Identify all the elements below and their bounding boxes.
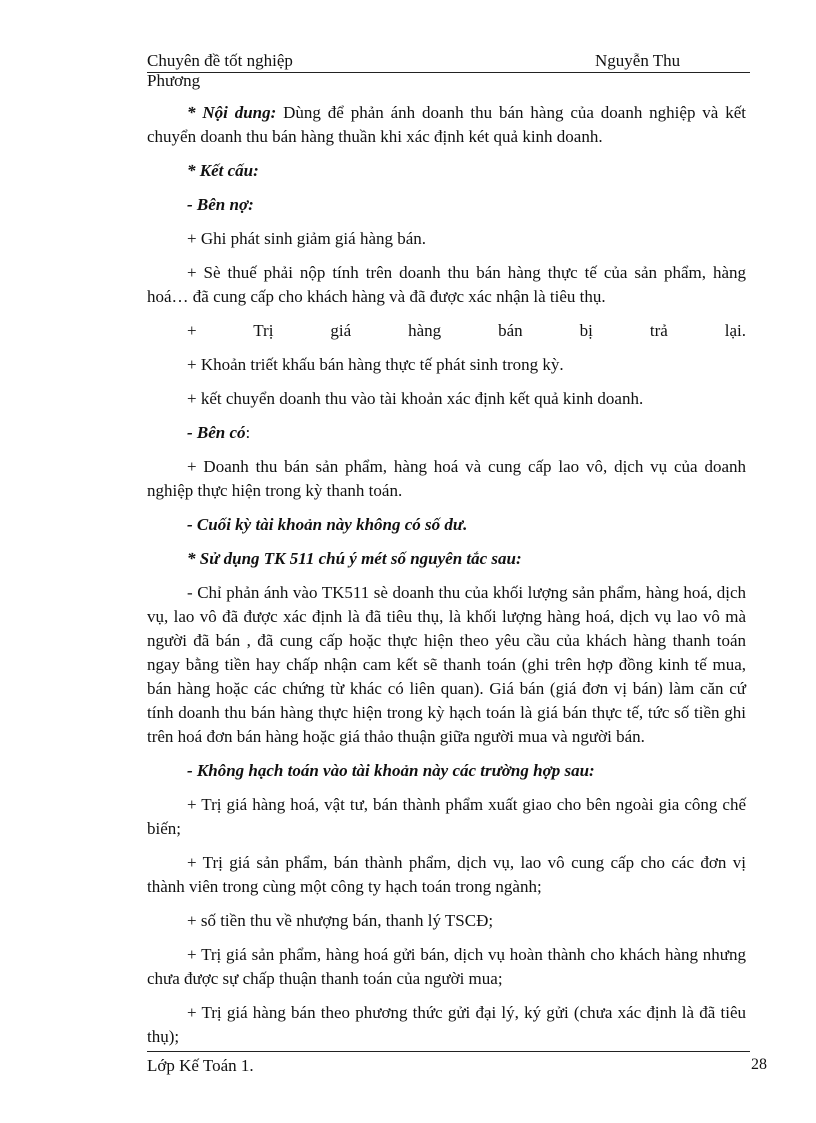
heading-principles: * Sử dụng TK 511 chú ý mét số nguyên tắc sau: [187, 549, 522, 568]
credit-colon: : [245, 423, 251, 442]
header-title: Chuyên đề tốt nghiệp [147, 51, 293, 70]
credit-item-1: + Doanh thu bán sản phẩm, hàng hoá và cung cấp lao vô, dịch vụ của doanh nghiệp thực hiện trong kỳ thanh toán. [147, 457, 746, 500]
footer-divider [147, 1051, 750, 1052]
paragraph-content [147, 101, 746, 149]
header-author: Nguyễn Thu [595, 51, 681, 70]
exclusion-item-2: + Trị giá sản phẩm, bán thành phẩm, dịch vụ, lao vô cung cấp cho các đơn vị thành viên trong cùng một công ty hạch toán trong ngành; [147, 853, 746, 896]
heading-credit [147, 421, 746, 445]
debit-item-5: + kết chuyển doanh thu vào tài khoản xác định kết quả kinh doanh. [187, 389, 644, 408]
heading-debit: - Bên nợ: [187, 195, 254, 214]
exclusion-item-4: + Trị giá sản phẩm, hàng hoá gửi bán, dịch vụ hoàn thành cho khách hàng nhưng chưa được sự chấp thuận thanh toán của người mua; [147, 945, 746, 988]
debit-item-1: + Ghi phát sinh giảm giá hàng bán. [187, 229, 427, 248]
debit-item-2: + Sè thuế phải nộp tính trên doanh thu bán hàng thực tế của sản phẩm, hàng hoá… đã cung cấp cho khách hàng và đã được xác nhận là tiêu thụ. [147, 263, 746, 306]
debit-item-3: + Trị giá hàng bán bị trả lại. [187, 321, 746, 340]
exclusion-item-1: + Trị giá hàng hoá, vật tư, bán thành phẩm xuất giao cho bên ngoài gia công chế biến; [147, 795, 746, 838]
header-author-wrap: Phương [147, 71, 201, 90]
heading-no-balance: - Cuối kỳ tài khoản này không có số dư. [187, 515, 468, 534]
content-text: Dùng để phản ánh doanh thu bán hàng của doanh nghiệp và kết chuyển doanh thu bán hàng thuần khi xác định két quả kinh doanh. [147, 103, 746, 146]
credit-label: - Bên có [187, 423, 246, 442]
exclusion-item-3: + số tiền thu về nhượng bán, thanh lý TSCĐ; [187, 911, 494, 930]
heading-structure: * Kết cấu: [187, 161, 259, 180]
exclusion-item-5: + Trị giá hàng bán theo phương thức gửi đại lý, ký gửi (chưa xác định là đã tiêu thụ); [147, 1003, 746, 1046]
header-divider [147, 72, 750, 73]
content-label: * Nội dung: [187, 103, 277, 122]
heading-exclusions: - Không hạch toán vào tài khoản này các trường hợp sau: [187, 761, 595, 780]
page-number: 28 [751, 1056, 767, 1073]
page-footer [147, 1056, 767, 1076]
debit-item-4: + Khoản triết khấu bán hàng thực tế phát sinh trong kỳ. [187, 355, 564, 374]
principles-paragraph: - Chỉ phản ánh vào TK511 sè doanh thu của khối lượng sản phẩm, hàng hoá, dịch vụ, lao vô đã được xác định là đã tiêu thụ, là khối lượng hàng hoá, dịch vụ lao vô mà người đã bán , đã cung cấp hoặc thực hiện theo yêu cầu của khách hàng thanh toán ngay bằng tiền hay chấp nhận cam kết sẽ thanh toán (ghi trên hợp đồng kinh tế mua, bán hàng hoặc các chứng từ khác có liên quan). Giá bán (giá đơn vị bán) làm căn cứ tính doanh thu bán hàng thực hiện trong kỳ hạch toán là giá bán thực tế, tức số tiền ghi trên hoá đơn bán hàng hoặc giá thảo thuận giữa người mua và người bán. [147, 583, 746, 746]
document-body [147, 101, 746, 1059]
footer-class: Lớp Kế Toán 1. [147, 1056, 254, 1075]
